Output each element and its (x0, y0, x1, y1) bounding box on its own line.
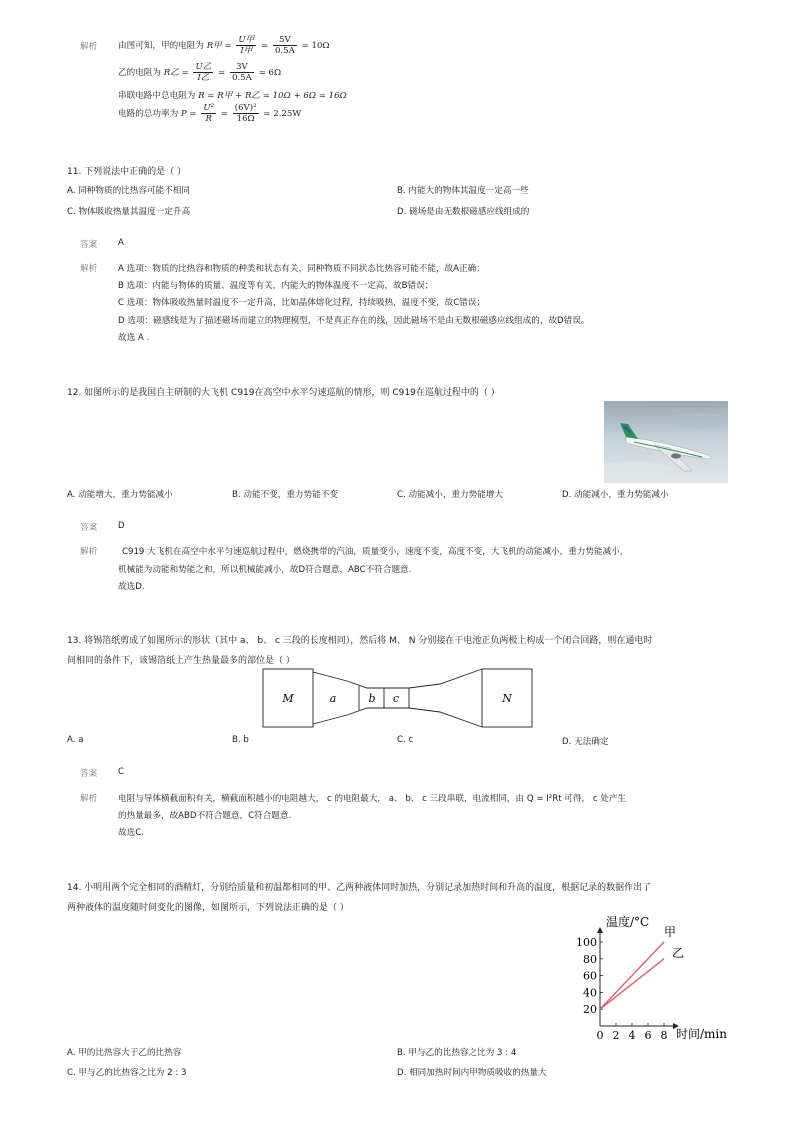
denominator: I甲 (240, 46, 253, 56)
question-stem-cont: 间相同的条件下，该锡箔纸上产生热量最多的部位是（ ） (67, 656, 295, 666)
x-tick-label: 6 (644, 1029, 652, 1042)
analysis-line: A 选项：物质的比热容和物质的种类和状态有关，同种物质不同状态比热容可能不能，故A正确； (118, 264, 485, 274)
answer-value: D (118, 521, 125, 531)
option-a: A. 甲的比热容大于乙的比热容 (67, 1048, 182, 1058)
fraction (230, 62, 254, 83)
temperature-chart (566, 910, 732, 1046)
analysis-line: 故选 A . (118, 333, 150, 343)
x-tick-label: 8 (660, 1029, 668, 1042)
option-c: C. 甲与乙的比热容之比为 2 : 3 (67, 1068, 187, 1078)
question-stem: 11. 下列说法中正确的是（ ） (67, 167, 187, 177)
analysis-line: B 选项：内能与物体的质量、温度等有关，内能大的物体温度不一定高，故B错误； (118, 281, 434, 291)
option-a: A. a (67, 735, 84, 745)
foil-bottom-edge (313, 708, 482, 727)
y-tick-label: 40 (583, 986, 597, 1000)
y-tick-label: 20 (583, 1003, 597, 1017)
option-d: D. 磁场是由无数根磁感应线组成的 (397, 207, 530, 217)
result: = 2.25W (263, 109, 302, 119)
tin-foil-figure (262, 668, 534, 728)
label-b: b (368, 692, 376, 705)
series-line-1 (600, 942, 664, 1009)
fraction (193, 62, 213, 83)
option-c: C. c (397, 735, 414, 745)
foil-top-edge (313, 669, 482, 688)
numerator: (6V)² (234, 103, 257, 113)
y-tick-label: 80 (583, 952, 597, 966)
formula: R乙 = (163, 68, 189, 78)
y-tick-label: 60 (583, 969, 597, 983)
fraction (233, 103, 259, 124)
numerator: 5V (273, 35, 297, 46)
option-c: C. 动能减小，重力势能增大 (397, 490, 503, 500)
option-c: C. 物体吸收热量其温度一定升高 (67, 207, 191, 217)
analysis-line: 电阻与导体横截面积有关，横截面积越小的电阻越大， c 的电阻最大， a、 b、 c 三段串联，电流相同，由 Q = I²Rt 可得， c 处产生 (118, 794, 627, 804)
formula: P = (180, 109, 197, 119)
denominator: 16Ω (236, 114, 255, 124)
chart-svg (566, 910, 732, 1046)
y-axis-label: 温度/°C (606, 915, 650, 929)
denominator: I乙 (197, 73, 210, 83)
numerator: U乙 (195, 62, 212, 72)
answer-label: 答案 (80, 769, 98, 779)
question-stem: 12. 如图所示的是我国自主研制的大飞机 C919在高空中水平匀速巡航的情形，则 C919在巡航过程中的（ ） (67, 388, 500, 398)
solution-line (118, 89, 347, 101)
answer-label: 答案 (80, 523, 98, 533)
solution-text: 由图可知，甲的电阻为 (118, 41, 204, 51)
result: = 10Ω (301, 41, 330, 51)
analysis-line: 机械能为动能和势能之和，所以机械能减小，故D符合题意，ABC不符合题意. (118, 565, 412, 575)
option-b: B. 动能不变，重力势能不变 (232, 490, 338, 500)
analysis-line: C919 大飞机在高空中水平匀速巡航过程中，燃烧携带的汽油，质量变小，速度不变，高度不变，大飞机的动能减小，重力势能减小， (122, 547, 629, 557)
question-stem: 13. 将锡箔纸剪成了如图所示的形状（其中 a、 b、 c 三段的长度相同），然后将 M、 N 分别接在干电池正负两极上构成一个闭合回路，则在通电时 (67, 636, 653, 646)
foil-diagram (262, 668, 534, 728)
analysis-line: 故选C. (118, 828, 144, 838)
answer-value: C (118, 767, 125, 777)
fraction (273, 35, 297, 56)
fraction (201, 103, 216, 124)
series-label-2: 乙 (672, 945, 685, 960)
x-tick-label: 4 (628, 1029, 636, 1042)
option-d: D. 动能减小，重力势能减小 (562, 490, 669, 500)
x-tick-label: 2 (612, 1029, 620, 1042)
result: = 6Ω (258, 68, 282, 78)
option-b: B. 内能大的物体其温度一定高一些 (397, 186, 529, 196)
question-stem-cont: 两种液体的温度随时间变化的图像，如图所示，下列说法正确的是（ ） (67, 903, 349, 913)
equals: = (218, 68, 226, 78)
formula: R甲 = (206, 41, 232, 51)
airplane-image (604, 401, 728, 483)
equals: = (220, 109, 228, 119)
numerator: 3V (230, 62, 254, 73)
equals: = (261, 41, 269, 51)
option-b: B. b (232, 735, 249, 745)
denominator: 0.5A (274, 46, 295, 56)
formula: R = R甲 + R乙 = 10Ω + 6Ω = 16Ω (198, 91, 347, 101)
analysis-line: 的热量最多，故ABD不符合题意，C符合题意. (118, 811, 292, 821)
option-d: D. 相同加热时间内甲物质吸收的热量大 (397, 1068, 547, 1078)
y-tick-label: 100 (576, 936, 597, 949)
solution-text: 串联电路中总电阻为 (118, 91, 196, 101)
fraction (236, 35, 256, 56)
analysis-line: 故选D. (118, 582, 145, 592)
solution-line (118, 62, 281, 83)
numerator: U² (203, 103, 215, 113)
label-c: c (392, 692, 400, 705)
analysis-label: 解析 (80, 42, 98, 52)
label-m: M (282, 692, 294, 705)
airplane-photo (604, 401, 728, 483)
option-a: A. 同种物质的比热容可能不相同 (67, 186, 190, 196)
numerator: U甲 (238, 35, 255, 45)
option-a: A. 动能增大，重力势能减小 (67, 490, 173, 500)
x-axis-label: 时间/min (676, 1027, 727, 1041)
solution-text: 电路的总功率为 (118, 109, 179, 119)
x-tick-label: 0 (596, 1029, 604, 1042)
analysis-label: 解析 (80, 547, 98, 557)
analysis-line: D 选项：磁感线是为了描述磁场而建立的物理模型，不是真正存在的线，因此磁场不是由无数根磁感应线组成的，故D错误。 (118, 316, 590, 326)
option-d: D. 无法确定 (562, 737, 609, 747)
denominator: R (205, 114, 212, 124)
label-a: a (329, 692, 337, 705)
series-label-1: 甲 (664, 925, 677, 939)
analysis-label: 解析 (80, 794, 98, 804)
label-n: N (502, 692, 512, 705)
denominator: 0.5A (231, 73, 252, 83)
answer-label: 答案 (80, 240, 98, 250)
solution-text: 乙的电阻为 (118, 68, 161, 78)
question-stem: 14. 小明用两个完全相同的酒精灯，分别给质量和初温都相同的甲、乙两种液体同时加热，分别记录加热时间和升高的温度，根据记录的数据作出了 (67, 883, 652, 893)
solution-line (118, 103, 301, 124)
answer-value: A (118, 238, 124, 248)
solution-line (118, 35, 330, 56)
series-line-2 (600, 959, 664, 1009)
analysis-label: 解析 (80, 264, 98, 274)
analysis-line: C 选项：物体吸收热量时温度不一定升高，比如晶体熔化过程，持续吸热，温度不变，故C错误； (118, 298, 486, 308)
option-b: B. 甲与乙的比热容之比为 3 : 4 (397, 1048, 517, 1058)
